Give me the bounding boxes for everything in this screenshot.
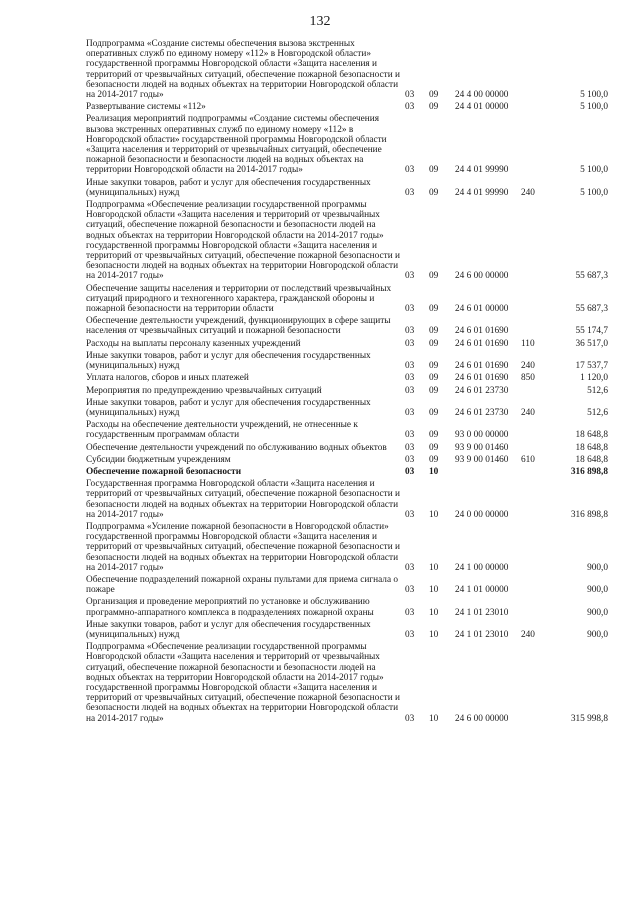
row-expense-type: 240 <box>521 361 535 372</box>
row-expense-type <box>521 316 548 338</box>
row-expense-type <box>521 102 548 114</box>
row-amount: 900,0 <box>587 562 608 573</box>
row-name: Организация и проведение мероприятий по установке и обслуживанию программно-аппаратного комплекса в подразделениях пожарной охраны <box>86 597 374 618</box>
row-subsection: 09 <box>429 102 439 113</box>
row-target-code: 93 9 00 01460 <box>455 442 509 453</box>
table-row <box>86 443 608 455</box>
row-subsection: 10 <box>429 713 439 724</box>
row-expense-type <box>521 642 548 726</box>
row-section: 03 <box>405 713 415 724</box>
row-target-code: 24 0 00 00000 <box>455 509 509 520</box>
row-target-code: 24 4 01 99990 <box>455 165 509 176</box>
row-subsection: 10 <box>429 509 439 520</box>
row-expense-type <box>521 479 548 522</box>
table-row <box>86 597 608 619</box>
row-subsection: 09 <box>429 430 439 441</box>
table-row <box>86 39 608 102</box>
row-section: 03 <box>405 187 415 198</box>
table-row <box>86 386 608 398</box>
row-amount: 18 648,8 <box>575 454 608 465</box>
row-subsection: 09 <box>429 407 439 418</box>
row-expense-type: 240 <box>521 629 535 640</box>
row-subsection: 09 <box>429 373 439 384</box>
table-row <box>86 642 608 726</box>
row-section: 03 <box>405 338 415 349</box>
row-name: Подпрограмма «Обеспечение реализации государственной программы Новгородской области «Защита населения и территорий от чрезвычайных ситуаций, обеспечение пожарной безопасности и безопасности людей на водных объектах на территории Новгородской области на 2014-2017 годы» государственной программы Новгородской области «Защита населения и территорий от чрезвычайных ситуаций, обеспечение пожарной безопасности и безопасности людей на водных объектах на территории Новгородской области на 2014-2017 годы» <box>86 642 400 724</box>
row-name: Иные закупки товаров, работ и услуг для обеспечения государственных (муниципальных) нужд <box>86 397 371 418</box>
row-name: Обеспечение деятельности учреждений, функционирующих в сфере защиты населения от чрезвычайных ситуаций и пожарной безопасности <box>86 316 391 337</box>
row-target-code: 24 4 00 00000 <box>455 90 509 101</box>
row-expense-type: 110 <box>521 338 535 349</box>
row-expense-type: 240 <box>521 407 535 418</box>
row-section: 03 <box>405 373 415 384</box>
row-target-code: 24 6 01 23730 <box>455 407 509 418</box>
row-target-code: 24 6 01 23730 <box>455 385 509 396</box>
row-target-code: 24 1 01 23010 <box>455 629 509 640</box>
row-section: 03 <box>405 326 415 337</box>
row-subsection: 10 <box>429 585 439 596</box>
row-target-code: 24 1 00 00000 <box>455 562 509 573</box>
table-row <box>86 178 608 200</box>
row-expense-type <box>521 575 548 597</box>
row-subsection: 09 <box>429 338 439 349</box>
row-expense-type <box>521 114 548 177</box>
budget-table-body <box>86 39 608 726</box>
table-row <box>86 373 608 385</box>
row-section: 03 <box>405 165 415 176</box>
row-expense-type <box>521 597 548 619</box>
row-section: 03 <box>405 271 415 282</box>
row-amount: 512,6 <box>587 407 608 418</box>
row-target-code: 24 6 01 00000 <box>455 304 509 315</box>
row-name: Обеспечение подразделений пожарной охраны пультами для приема сигнала о пожаре <box>86 574 399 596</box>
table-row <box>86 316 608 338</box>
row-expense-type <box>521 200 548 284</box>
row-amount: 55 687,3 <box>575 271 608 282</box>
row-expense-type <box>521 284 548 317</box>
table-row <box>86 620 608 642</box>
table-row <box>86 339 608 351</box>
row-expense-type <box>521 420 548 442</box>
row-amount: 900,0 <box>587 629 608 640</box>
table-row <box>86 200 608 284</box>
row-subsection: 10 <box>429 607 439 618</box>
row-name: Подпрограмма «Обеспечение реализации государственной программы Новгородской области «Защита населения и территорий от чрезвычайных ситуаций, обеспечение пожарной безопасности и безопасности людей на водных объектах на территории Новгородской области на 2014-2017 годы» государственной программы Новгородской области «Защита населения и территорий от чрезвычайных ситуаций, обеспечение пожарной безопасности и безопасности людей на водных объектах на территории Новгородской области на 2014-2017 годы» <box>86 200 400 282</box>
row-name: Государственная программа Новгородской области «Защита населения и территорий от чрезвычайных ситуаций, обеспечение пожарной безопасности и безопасности людей на водных объектах на территории Новгородской области на 2014-2017 годы» <box>86 479 400 520</box>
row-name: Иные закупки товаров, работ и услуг для обеспечения государственных (муниципальных) нужд <box>86 350 371 372</box>
row-subsection: 09 <box>429 385 439 396</box>
row-subsection: 09 <box>429 165 439 176</box>
budget-table <box>86 39 608 726</box>
row-amount: 5 100,0 <box>580 90 608 101</box>
row-target-code: 24 6 01 01690 <box>455 373 509 384</box>
row-amount: 900,0 <box>587 585 608 596</box>
row-amount: 55 174,7 <box>575 326 608 337</box>
row-target-code: 24 6 00 00000 <box>455 271 509 282</box>
row-section: 03 <box>405 466 415 477</box>
table-row <box>86 575 608 597</box>
row-section: 03 <box>405 562 415 573</box>
row-expense-type <box>521 443 548 455</box>
row-target-code: 24 6 01 01690 <box>455 338 509 349</box>
row-amount: 315 998,8 <box>570 713 608 724</box>
row-subsection: 09 <box>429 442 439 453</box>
row-section: 03 <box>405 90 415 101</box>
row-target-code <box>455 467 521 479</box>
row-amount: 17 537,7 <box>575 361 608 372</box>
row-amount: 5 100,0 <box>580 187 608 198</box>
row-name: Иные закупки товаров, работ и услуг для обеспечения государственных (муниципальных) нужд <box>86 177 371 198</box>
row-section: 03 <box>405 407 415 418</box>
row-expense-type <box>521 386 548 398</box>
table-row <box>86 467 608 479</box>
row-name: Подпрограмма «Создание системы обеспечения вызова экстренных оперативных служб по единому номеру «112» в Новгородской области» государственной программы Новгородской области «Защита населения и территорий от чрезвычайных ситуаций, обеспечение пожарной безопасности и безопасности людей на водных объектах на территории Новгородской области на 2014-2017 годы» <box>86 39 400 101</box>
row-target-code: 24 4 01 99990 <box>455 187 509 198</box>
table-row <box>86 102 608 114</box>
table-row <box>86 398 608 420</box>
row-expense-type: 610 <box>521 454 535 465</box>
row-target-code: 24 6 00 00000 <box>455 713 509 724</box>
table-row <box>86 284 608 317</box>
table-row <box>86 114 608 177</box>
row-name: Расходы на обеспечение деятельности учреждений, не отнесенные к государственным программам области <box>86 420 358 441</box>
table-row <box>86 522 608 575</box>
row-name: Мероприятия по предупреждению чрезвычайных ситуаций <box>86 385 322 396</box>
row-section: 03 <box>405 102 415 113</box>
row-target-code: 93 0 00 00000 <box>455 430 509 441</box>
row-section: 03 <box>405 454 415 465</box>
row-expense-type <box>521 39 548 102</box>
row-subsection: 09 <box>429 304 439 315</box>
row-subsection: 09 <box>429 90 439 101</box>
row-section: 03 <box>405 304 415 315</box>
row-subsection: 09 <box>429 454 439 465</box>
row-amount: 18 648,8 <box>575 442 608 453</box>
row-subsection: 10 <box>429 466 439 477</box>
row-name: Подпрограмма «Усиление пожарной безопасности в Новгородской области» государственной программы Новгородской области «Защита населения и территорий от чрезвычайных ситуаций, обеспечение пожарной безопасности и безопасности людей на водных объектах на территории Новгородской области на 2014-2017 годы» <box>86 521 400 573</box>
row-name: Реализация мероприятий подпрограммы «Создание системы обеспечения вызова экстренных оперативных служб по единому номеру «112» в Новгородской области» государственной программы Новгородской области «Защита населения и территорий от чрезвычайных ситуаций, обеспечение пожарной безопасности и безопасности людей на водных объектах на территории Новгородской области на 2014-2017 годы» <box>86 114 387 176</box>
row-section: 03 <box>405 442 415 453</box>
row-amount: 5 100,0 <box>580 165 608 176</box>
row-expense-type: 850 <box>521 373 535 384</box>
table-row <box>86 455 608 467</box>
row-target-code: 24 6 01 01690 <box>455 326 509 337</box>
row-target-code: 24 6 01 01690 <box>455 361 509 372</box>
row-subsection: 09 <box>429 271 439 282</box>
table-row <box>86 479 608 522</box>
row-section: 03 <box>405 385 415 396</box>
row-name: Уплата налогов, сборов и иных платежей <box>86 373 249 384</box>
row-target-code: 24 1 01 00000 <box>455 585 509 596</box>
row-name: Обеспечение защиты населения и территории от последствий чрезвычайных ситуаций природного и техногенного характера, гражданской обороны и пожарной безопасности на территории области <box>86 283 392 315</box>
row-expense-type <box>521 467 548 479</box>
row-section: 03 <box>405 607 415 618</box>
row-section: 03 <box>405 509 415 520</box>
table-row <box>86 420 608 442</box>
row-subsection: 09 <box>429 187 439 198</box>
row-name: Иные закупки товаров, работ и услуг для обеспечения государственных (муниципальных) нужд <box>86 619 371 640</box>
row-amount: 5 100,0 <box>580 102 608 113</box>
row-subsection: 09 <box>429 326 439 337</box>
row-amount: 512,6 <box>587 385 608 396</box>
row-target-code: 24 1 01 23010 <box>455 607 509 618</box>
row-amount: 18 648,8 <box>575 430 608 441</box>
row-section: 03 <box>405 430 415 441</box>
row-expense-type <box>521 522 548 575</box>
row-amount: 36 517,0 <box>575 338 608 349</box>
row-name: Субсидии бюджетным учреждениям <box>86 454 231 465</box>
row-subsection: 09 <box>429 361 439 372</box>
row-subsection: 10 <box>429 562 439 573</box>
row-amount: 1 120,0 <box>580 373 608 384</box>
row-name: Развертывание системы «112» <box>86 102 206 113</box>
row-section: 03 <box>405 585 415 596</box>
row-amount: 55 687,3 <box>575 304 608 315</box>
row-amount: 316 898,8 <box>570 466 608 477</box>
row-amount: 900,0 <box>587 607 608 618</box>
row-target-code: 24 4 01 00000 <box>455 102 509 113</box>
table-row <box>86 351 608 373</box>
row-section: 03 <box>405 361 415 372</box>
row-subsection: 10 <box>429 629 439 640</box>
row-amount: 316 898,8 <box>570 509 608 520</box>
page-number: 132 <box>309 14 331 29</box>
row-name: Расходы на выплаты персоналу казенных учреждений <box>86 338 301 349</box>
row-name: Обеспечение пожарной безопасности <box>86 466 242 477</box>
row-expense-type: 240 <box>521 187 535 198</box>
row-section: 03 <box>405 629 415 640</box>
row-name: Обеспечение деятельности учреждений по обслуживанию водных объектов <box>86 442 387 453</box>
row-target-code: 93 9 00 01460 <box>455 454 509 465</box>
